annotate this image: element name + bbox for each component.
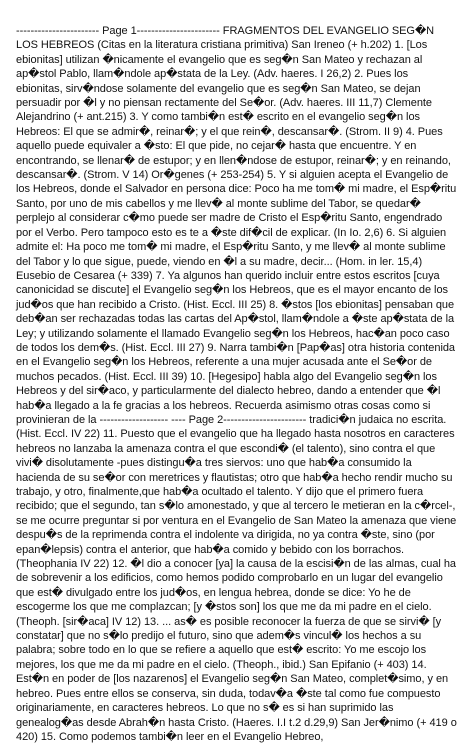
document-body-text: ----------------------- Page 1----------------------- FRAGMENTOS DEL EVANGELIO SEG�N LOS HEBREOS (Citas en la literatura cristiana primitiva) San Ireneo (+ h.202) 1. [Los ebionitas] utilizan �nicamente el evangelio que es seg�n San Mateo y rechazan al ap�stol Pablo, llam�ndole ap�stata de la Ley. (Adv. haeres. I 26,2) 2. Pues los ebionitas, sirv�ndose solamente del evangelio que es seg�n San Mateo, se dejan persuadir por �l y no piensan rectamente del Se�or. (Adv. haeres. III 11,7) Clemente Alejandrino (+ ant.215) 3. Y como tambi�n est� escrito en el evangelio seg�n los Hebreos: El que se admir�, reinar�; y el que rein�, descansar�. (Strom. II 9) 4. Pues aquello puede equivaler a �sto: El que pide, no cejar� hasta que encuentre. Y en encontrando, se llenar� de estupor; y en llen�ndose de estupor, reinar�; y en reinando, descansar�. (Strom. V 14) Or�genes (+ 253-254) 5. Y si alguien acepta el Evangelio de los Hebreos, donde el Salvador en persona dice: Poco ha me tom� mi madre, el Esp�ritu Santo, por uno de mis cabellos y me llev� al monte sublime del Tabor, se quedar� perplejo al considerar c�mo puede ser madre de Cristo el Esp�ritu Santo, engendrado por el Verbo. Pero tampoco esto es te a �ste dif�cil de explicar. (In Io. 2,6) 6. Si alguien admite el: Ha poco me tom� mi madre, el Esp�ritu Santo, y me llev� al monte sublime del Tabor y lo que sigue, puede, viendo en �l a su madre, decir... (Hom. in ler. 15,4) Eusebio de Cesarea (+ 339) 7. Ya algunos han querido incluir entre estos escritos [cuya canonicidad se discute] el Evangelio seg�n los Hebreos, que es el mayor encanto de los jud�os que han recibido a Cristo. (Hist. Eccl. III 25) 8. �stos [los ebionitas] pensaban que deb�an ser rechazadas todas las cartas del Ap�stol, llam�ndole a �ste ap�stata de la Ley; y utilizando solamente el llamado Evangelio seg�n los Hebreos, hac�an poco caso de todos los dem�s. (Hist. Eccl. III 27) 9. Narra tambi�n [Pap�as] otra historia contenida en el Evangelio seg�n los Hebreos, referente a una mujer acusada ante el Se�or de muchos pecados. (Hist. Eccl. III 39) 10. [Hegesipo] habla algo del Evangelio seg�n los Hebreos y del sir�aco, y particularmente del dialecto hebreo, dando a entender que �l hab�a llegado a la fe gracias a los hebreos. Recuerda asimismo otras cosas como si provinieran de la ------------------- ---- Page 2----------------------- tradici�n judaica no escrita. (Hist. Eccl. IV 22) 11. Puesto que el evangelio que ha llegado hasta nosotros en caracteres hebreos no lanzaba la amenaza contra el que escondi� (el talento), sino contra el que vivi� disolutamente -pues distingu�a tres siervos: uno que hab�a consumido la hacienda de su se�or con meretrices y flautistas; otro que hab�a hecho rendir mucho su trabajo, y otro, finalmente,que hab�a ocultado el talento. Y dijo que el primero fuera recibido; que el segundo, tan s�lo amonestado, y que al tercero le metieran en la c�rcel-, se me ocurre preguntar si por ventura en el Evangelio de San Mateo la amenaza que viene despu�s de la reprimenda contra el indolente va dirigida, no ya contra �ste, sino (por epan�lepsis) contra el anterior, que hab�a comido y bebido con los borrachos. (Theophania IV 22) 12. �l dio a conocer [ya] la causa de la escisi�n de las almas, cual ha de sobrevenir a los edificios, como hemos podido comprobarlo en un lugar del evangelio que est� divulgado entre los jud�os, en lengua hebrea, donde se dice: Yo he de escogerme los que me complazcan; [y �stos son] los que me da mi padre en el cielo. (Theoph. [sir�aca] IV 12) 13. ... as� es posible reconocer la fuerza de que se sirvi� [y constatar] que no s�lo predijo el futuro, sino que adem�s vincul� los hechos a su palabra; sobre todo en lo que se refiere a aquello que est� escrito: Yo me escojo los mejores, los que me da mi padre en el cielo. (Theoph., ibid.) San Epifanio (+ 403) 14. Est�n en poder de [los nazarenos] el Evangelio seg�n San Mateo, complet�simo, y en hebreo. Pues entre ellos se conserva, sin duda, todav�a �ste tal como fue compuesto originariamente, en caracteres hebreos. Lo que no s� es si han suprimido las genealog�as desde Abrah�n hasta Cristo. (Haeres. I.I t.2 d.29,9) San Jer�nimo (+ 419 o 420) 15. Como podemos tambi�n leer en el Evangelio Hebreo, (16, 25, 457, 743)
